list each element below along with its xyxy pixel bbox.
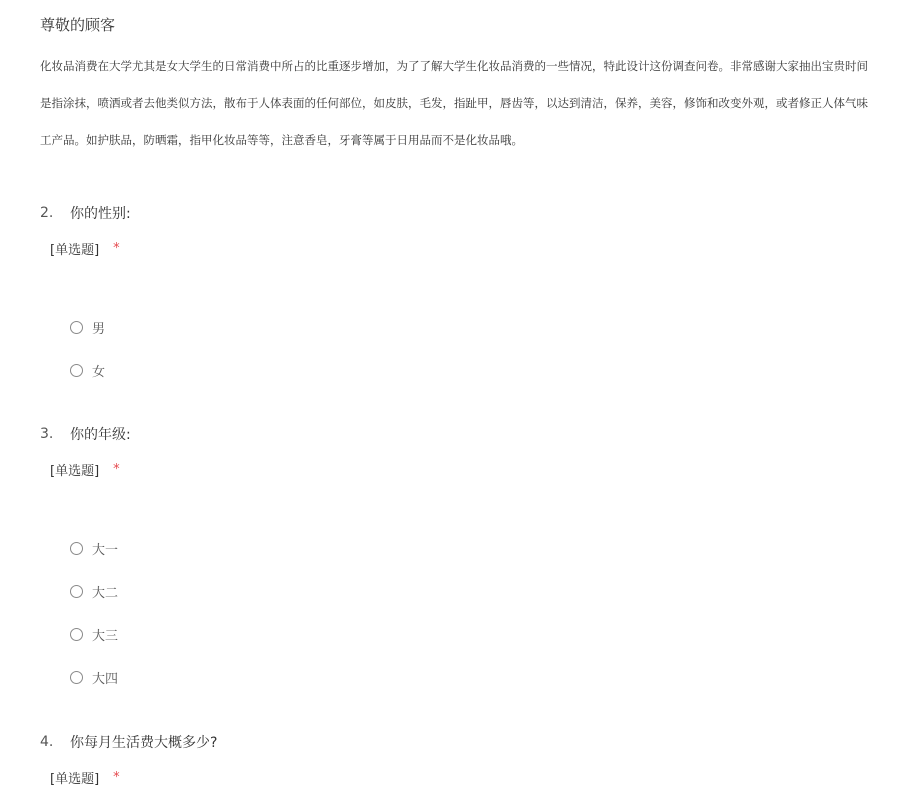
question-title	[40, 423, 860, 445]
question-grade	[40, 423, 860, 699]
question-text: 你每月生活费大概多少?	[70, 735, 218, 751]
option-freshman[interactable]	[70, 527, 860, 570]
option-female[interactable]	[70, 349, 860, 392]
question-type-label: [单选题]	[50, 463, 100, 479]
radio-unchecked-icon[interactable]	[70, 542, 83, 555]
radio-unchecked-icon[interactable]	[70, 585, 83, 598]
option-label: 女	[92, 365, 106, 380]
option-list	[70, 527, 860, 699]
intro-line: 工产品。如护肤品，防晒霜，指甲化妆品等等，注意香皂，牙膏等属于日用品而不是化妆品哦。	[40, 133, 523, 147]
option-junior[interactable]	[70, 613, 860, 656]
option-male[interactable]	[70, 306, 860, 349]
option-senior[interactable]	[70, 656, 860, 699]
option-sophomore[interactable]	[70, 570, 860, 613]
required-mark: *	[113, 769, 120, 785]
option-label: 大三	[92, 629, 119, 644]
question-number: 4.	[40, 734, 54, 750]
question-title	[40, 202, 860, 224]
option-label: 大四	[92, 672, 119, 687]
radio-unchecked-icon[interactable]	[70, 628, 83, 641]
question-type	[50, 459, 860, 479]
required-mark: *	[113, 240, 120, 256]
question-gender	[40, 202, 860, 392]
radio-unchecked-icon[interactable]	[70, 364, 83, 377]
option-list	[70, 306, 860, 392]
intro-line: 化妆品消费在大学尤其是女大学生的日常消费中所占的比重逐步增加，为了了解大学生化妆品消费的一些情况，特此设计这份调查问卷。非常感谢大家抽出宝贵时间	[40, 59, 868, 73]
radio-unchecked-icon[interactable]	[70, 671, 83, 684]
option-label: 男	[92, 322, 106, 337]
question-type	[50, 767, 860, 787]
option-label: 大二	[92, 586, 119, 601]
question-monthly-allowance	[40, 731, 860, 787]
question-text: 你的年级:	[70, 427, 131, 443]
question-type	[50, 238, 860, 258]
question-number: 2.	[40, 205, 54, 221]
question-type-label: [单选题]	[50, 242, 100, 258]
question-number: 3.	[40, 426, 54, 442]
intro-line: 是指涂抹，喷洒或者去他类似方法，散布于人体表面的任何部位，如皮肤，毛发，指趾甲，唇齿等，以达到清洁，保养，美容，修饰和改变外观，或者修正人体气味	[40, 96, 868, 110]
radio-unchecked-icon[interactable]	[70, 321, 83, 334]
option-label: 大一	[92, 543, 119, 558]
question-title	[40, 731, 860, 753]
question-text: 你的性别:	[70, 206, 131, 222]
survey-page	[40, 0, 900, 800]
required-mark: *	[113, 461, 120, 477]
greeting-heading: 尊敬的顾客	[40, 16, 116, 34]
survey-intro	[40, 56, 900, 167]
question-type-label: [单选题]	[50, 771, 100, 787]
